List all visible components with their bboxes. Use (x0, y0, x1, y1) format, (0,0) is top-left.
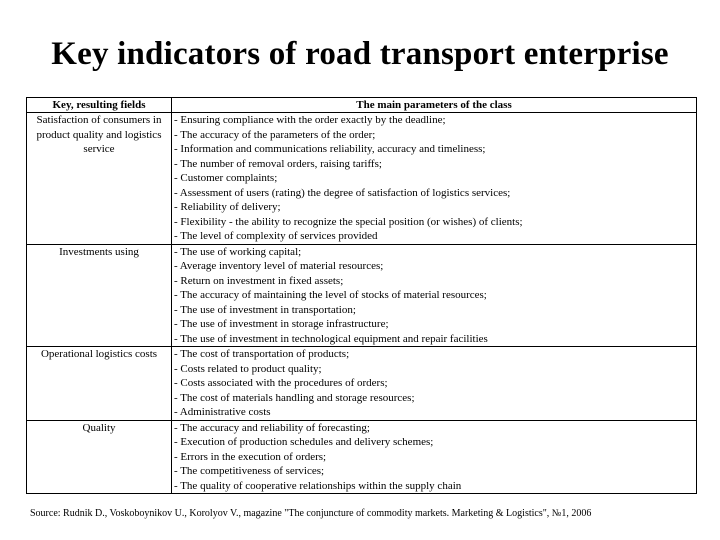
parameter-item: - Costs related to product quality; (174, 362, 322, 375)
parameter-item: - Reliability of delivery; (174, 201, 281, 213)
page-title: Key indicators of road transport enterprise (51, 36, 669, 72)
table-header-row (27, 98, 697, 113)
parameter-item: - The quality of cooperative relationships within the supply chain (174, 479, 462, 492)
parameter-item: - The use of investment in storage infrastructure; (174, 318, 389, 330)
table-row (27, 347, 697, 421)
parameter-item: - The use of working capital; (174, 245, 302, 258)
parameter-item: - Administrative costs (174, 406, 271, 418)
table-row (27, 420, 697, 494)
column-header-parameters: The main parameters of the class (172, 98, 697, 113)
key-field-cell: Satisfaction of consumers in product quality and logistics service (27, 113, 172, 245)
parameter-item: - Ensuring compliance with the order exactly by the deadline; (174, 114, 446, 126)
key-field-cell: Quality (27, 420, 172, 494)
parameter-item: - Return on investment in fixed assets; (174, 274, 344, 287)
indicators-table (26, 97, 697, 494)
parameter-item: - The competitiveness of services; (174, 465, 325, 477)
key-field-cell: Investments using (27, 244, 172, 347)
table-body (27, 113, 697, 494)
source-note: Source: Rudnik D., Voskoboynikov U., Korolyov V., magazine "The conjuncture of commodity markets. Marketing & Logistics", №1, 2006 (30, 508, 592, 519)
parameter-item: - The use of investment in technological equipment and repair facilities (174, 332, 488, 345)
parameter-item: - The accuracy and reliability of forecasting; (174, 421, 370, 434)
parameter-item: - Execution of production schedules and delivery schemes; (174, 436, 434, 448)
parameters-cell (172, 244, 697, 347)
parameter-item: - Customer complaints; (174, 172, 278, 184)
parameter-item: - Information and communications reliability, accuracy and timeliness; (174, 143, 486, 155)
parameter-item: - The use of investment in transportation; (174, 303, 356, 316)
parameter-item: - Costs associated with the procedures of orders; (174, 377, 388, 389)
parameter-item: - Assessment of users (rating) the degree of satisfaction of logistics services; (174, 186, 511, 199)
parameter-item: - The number of removal orders, raising tariffs; (174, 157, 382, 170)
parameters-cell (172, 420, 697, 494)
parameter-item: - The cost of materials handling and storage resources; (174, 391, 415, 404)
parameter-item: - Average inventory level of material resources; (174, 260, 384, 272)
key-field-cell: Operational logistics costs (27, 347, 172, 421)
table-row (27, 113, 697, 245)
parameters-cell (172, 347, 697, 421)
parameter-item: - The level of complexity of services provided (174, 230, 378, 242)
parameter-item: - Errors in the execution of orders; (174, 450, 327, 463)
parameter-item: - The cost of transportation of products; (174, 348, 350, 360)
parameter-item: - The accuracy of maintaining the level of stocks of material resources; (174, 289, 487, 301)
table-row (27, 244, 697, 347)
parameter-item: - Flexibility - the ability to recognize the special position (or wishes) of clients; (174, 215, 523, 228)
column-header-key: Key, resulting fields (27, 98, 172, 113)
parameter-item: - The accuracy of the parameters of the order; (174, 128, 376, 141)
parameters-cell (172, 113, 697, 245)
